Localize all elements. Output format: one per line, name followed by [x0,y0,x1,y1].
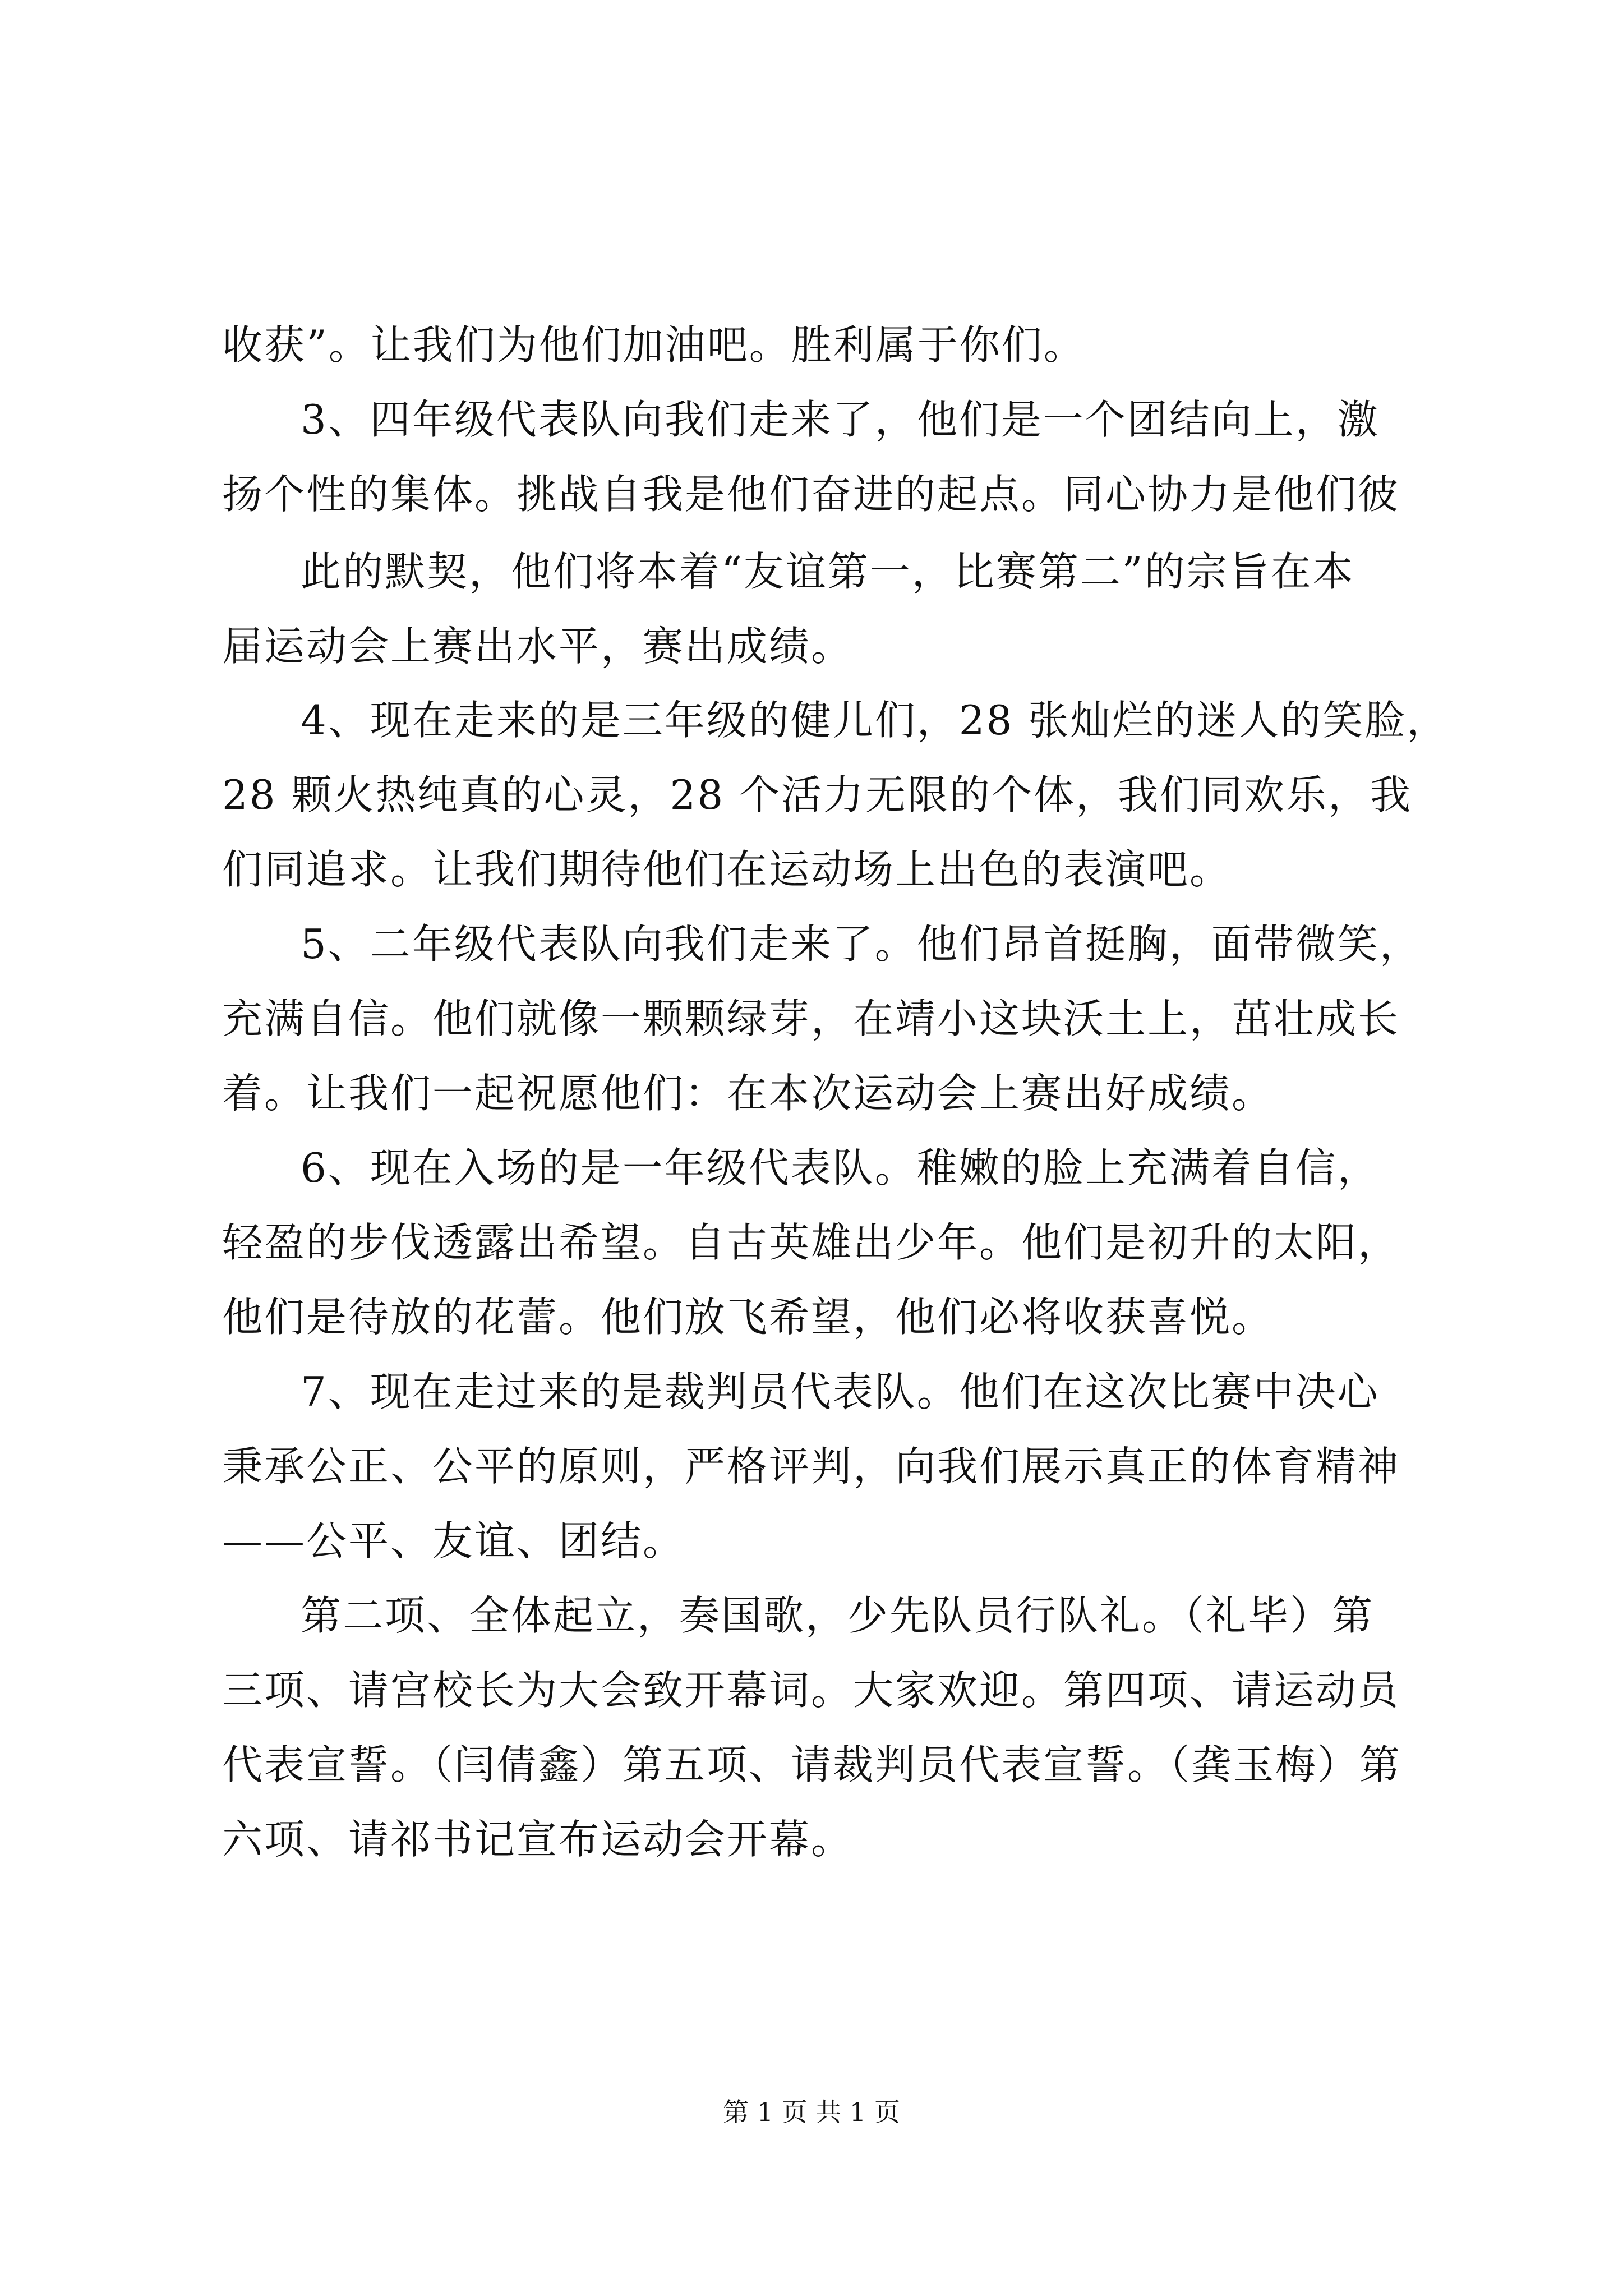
text-line: 届运动会上赛出水平，赛出成绩。 [222,623,854,670]
text-line: 充满自信。他们就像一颗颗绿芽，在靖小这块沃土上，茁壮成长 [222,995,1400,1042]
text-line: 轻盈的步伐透露出希望。自古英雄出少年。他们是初升的太阳， [222,1219,1400,1266]
text-line: 扬个性的集体。挑战自我是他们奋进的起点。同心协力是他们彼 [222,471,1400,518]
page-footer: 第 1 页 共 1 页 [723,2097,900,2127]
text-line: 他们是待放的花蕾。他们放飞希望，他们必将收获喜悦。 [222,1294,1274,1341]
text-line: 三项、请宫校长为大会致开幕词。大家欢迎。第四项、请运动员 [222,1667,1400,1714]
text-line: ——公平、友谊、团结。 [222,1517,685,1565]
text-line: 7、现在走过来的是裁判员代表队。他们在这次比赛中决心 [301,1368,1380,1415]
text-line: 收获”。让我们为他们加油吧。胜利属于你们。 [222,321,1086,369]
text-line: 秉承公正、公平的原则，严格评判，向我们展示真正的体育精神 [222,1443,1400,1490]
text-line: 4、现在走来的是三年级的健儿们，28 张灿烂的迷人的笑脸， [301,697,1449,744]
text-line: 28 颗火热纯真的心灵，28 个活力无限的个体，我们同欢乐，我 [222,771,1413,818]
text-line: 3、四年级代表队向我们走来了，他们是一个团结向上，激 [301,396,1380,443]
text-line: 6、现在入场的是一年级代表队。稚嫩的脸上充满着自信， [301,1144,1380,1191]
text-line: 5、二年级代表队向我们走来了。他们昂首挺胸，面带微笑， [301,921,1422,968]
text-line: 第二项、全体起立，奏国歌，少先队员行队礼。（礼毕）第 [301,1592,1375,1639]
text-line: 此的默契，他们将本着“友谊第一，比赛第二”的宗旨在本 [301,548,1355,595]
text-line: 代表宣誓。（闫倩鑫）第五项、请裁判员代表宣誓。（龚玉梅）第 [222,1741,1402,1788]
text-line: 着。让我们一起祝愿他们：在本次运动会上赛出好成绩。 [222,1070,1274,1117]
text-line: 六项、请祁书记宣布运动会开幕。 [222,1816,854,1863]
text-line: 们同追求。让我们期待他们在运动场上出色的表演吧。 [222,846,1232,893]
